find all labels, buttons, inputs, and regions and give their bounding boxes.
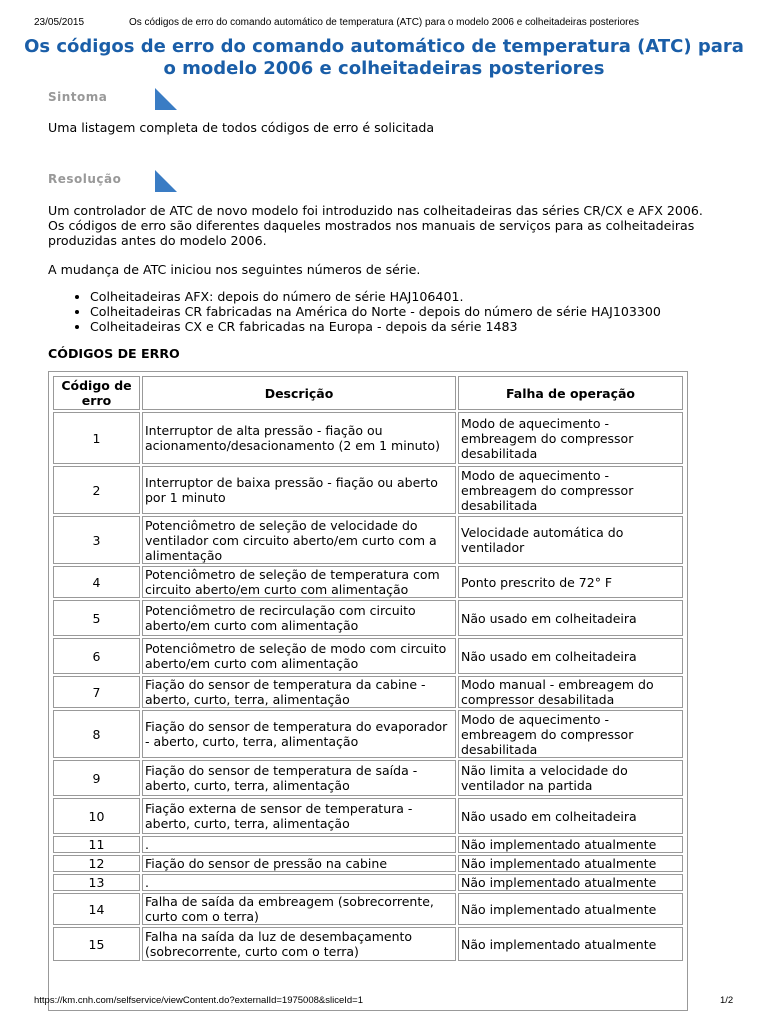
error-code-cell: 12 (53, 855, 140, 872)
table-row (53, 760, 683, 796)
failure-cell: Modo de aquecimento - embreagem do compressor desabilitada (458, 412, 683, 464)
failure-cell: Não implementado atualmente (458, 893, 683, 925)
description-cell: Interruptor de alta pressão - fiação ou acionamento/desacionamento (2 em 1 minuto) (142, 412, 456, 464)
page-number: 1/2 (720, 995, 734, 1006)
list-item: • Colheitadeiras CR fabricadas na América do Norte - depois do número de série HAJ103300 (90, 304, 768, 319)
codes-heading: CÓDIGOS DE ERRO (48, 346, 180, 361)
failure-cell: Não implementado atualmente (458, 836, 683, 853)
description-cell: Falha de saída da embreagem (sobrecorrente, curto com o terra) (142, 893, 456, 925)
resolution-text: Um controlador de ATC de novo modelo foi introduzido nas colheitadeiras das séries CR/CX e AFX 2006. Os códigos de erro são diferentes daqueles mostrados nos manuais de serviços para as colheitadeiras produzidas antes do modelo 2006. (48, 203, 703, 248)
error-code-cell: 10 (53, 798, 140, 834)
failure-cell: Não implementado atualmente (458, 855, 683, 872)
error-code-cell: 15 (53, 927, 140, 961)
failure-cell: Não implementado atualmente (458, 927, 683, 961)
error-code-cell: 13 (53, 874, 140, 891)
failure-cell: Não limita a velocidade do ventilador na partida (458, 760, 683, 796)
table-row (53, 516, 683, 564)
column-header-code: Código de erro (53, 376, 140, 410)
table-row (53, 855, 683, 872)
error-code-cell: 8 (53, 710, 140, 758)
error-code-cell: 11 (53, 836, 140, 853)
resolution-label: Resolução (48, 172, 122, 186)
description-cell: Potenciômetro de seleção de modo com circuito aberto/em curto com alimentação (142, 638, 456, 674)
error-code-cell: 2 (53, 466, 140, 514)
table-row (53, 927, 683, 961)
failure-cell: Velocidade automática do ventilador (458, 516, 683, 564)
table-row (53, 466, 683, 514)
failure-cell: Não implementado atualmente (458, 874, 683, 891)
description-cell: Potenciômetro de seleção de temperatura com circuito aberto/em curto com alimentação (142, 566, 456, 598)
table-row (53, 710, 683, 758)
failure-cell: Modo manual - embreagem do compressor desabilitada (458, 676, 683, 708)
description-cell: Fiação do sensor de temperatura de saída - aberto, curto, terra, alimentação (142, 760, 456, 796)
table-row (53, 676, 683, 708)
table-row (53, 798, 683, 834)
description-cell: Potenciômetro de recirculação com circuito aberto/em curto com alimentação (142, 600, 456, 636)
failure-cell: Ponto prescrito de 72° F (458, 566, 683, 598)
column-header-description: Descrição (142, 376, 456, 410)
print-date: 23/05/2015 (34, 17, 85, 28)
print-footer-url: https://km.cnh.com/selfservice/viewContent.do?externalId=1975008&sliceId=1 (34, 995, 363, 1006)
failure-cell: Modo de aquecimento - embreagem do compressor desabilitada (458, 710, 683, 758)
description-cell: Fiação do sensor de temperatura do evaporador - aberto, curto, terra, alimentação (142, 710, 456, 758)
error-code-cell: 3 (53, 516, 140, 564)
description-cell: Fiação do sensor de temperatura da cabine - aberto, curto, terra, alimentação (142, 676, 456, 708)
serial-list (48, 289, 768, 334)
failure-cell: Não usado em colheitadeira (458, 600, 683, 636)
table-header-row (53, 376, 683, 410)
description-cell: Interruptor de baixa pressão - fiação ou aberto por 1 minuto (142, 466, 456, 514)
description-cell: Falha na saída da luz de desembaçamento (sobrecorrente, curto com o terra) (142, 927, 456, 961)
table-row (53, 874, 683, 891)
failure-cell: Não usado em colheitadeira (458, 798, 683, 834)
list-item: • Colheitadeiras CX e CR fabricadas na Europa - depois da série 1483 (90, 319, 768, 334)
table-row (53, 412, 683, 464)
error-code-cell: 9 (53, 760, 140, 796)
failure-cell: Modo de aquecimento - embreagem do compressor desabilitada (458, 466, 683, 514)
change-text: A mudança de ATC iniciou nos seguintes números de série. (48, 262, 421, 277)
description-cell: Fiação do sensor de pressão na cabine (142, 855, 456, 872)
list-item: • Colheitadeiras AFX: depois do número de série HAJ106401. (90, 289, 768, 304)
table-row (53, 600, 683, 636)
description-cell: Potenciômetro de seleção de velocidade do ventilador com circuito aberto/em curto com a alimentação (142, 516, 456, 564)
error-code-cell: 4 (53, 566, 140, 598)
column-header-failure: Falha de operação (458, 376, 683, 410)
error-code-cell: 14 (53, 893, 140, 925)
table-row (53, 638, 683, 674)
error-codes-table (48, 371, 688, 1011)
table-row (53, 836, 683, 853)
description-cell: Fiação externa de sensor de temperatura - aberto, curto, terra, alimentação (142, 798, 456, 834)
error-code-cell: 1 (53, 412, 140, 464)
page-title: Os códigos de erro do comando automático de temperatura (ATC) para o modelo 2006 e colheitadeiras posteriores (24, 36, 744, 79)
triangle-icon (155, 170, 177, 192)
error-code-cell: 5 (53, 600, 140, 636)
error-code-cell: 7 (53, 676, 140, 708)
symptom-label: Sintoma (48, 90, 108, 104)
table-row (53, 893, 683, 925)
symptom-text: Uma listagem completa de todos códigos de erro é solicitada (48, 120, 435, 135)
description-cell: . (142, 874, 456, 891)
table-row (53, 566, 683, 598)
triangle-icon (155, 88, 177, 110)
description-cell: . (142, 836, 456, 853)
print-header-title: Os códigos de erro do comando automático de temperatura (ATC) para o modelo 2006 e colheitadeiras posteriores (128, 17, 640, 28)
failure-cell: Não usado em colheitadeira (458, 638, 683, 674)
error-code-cell: 6 (53, 638, 140, 674)
